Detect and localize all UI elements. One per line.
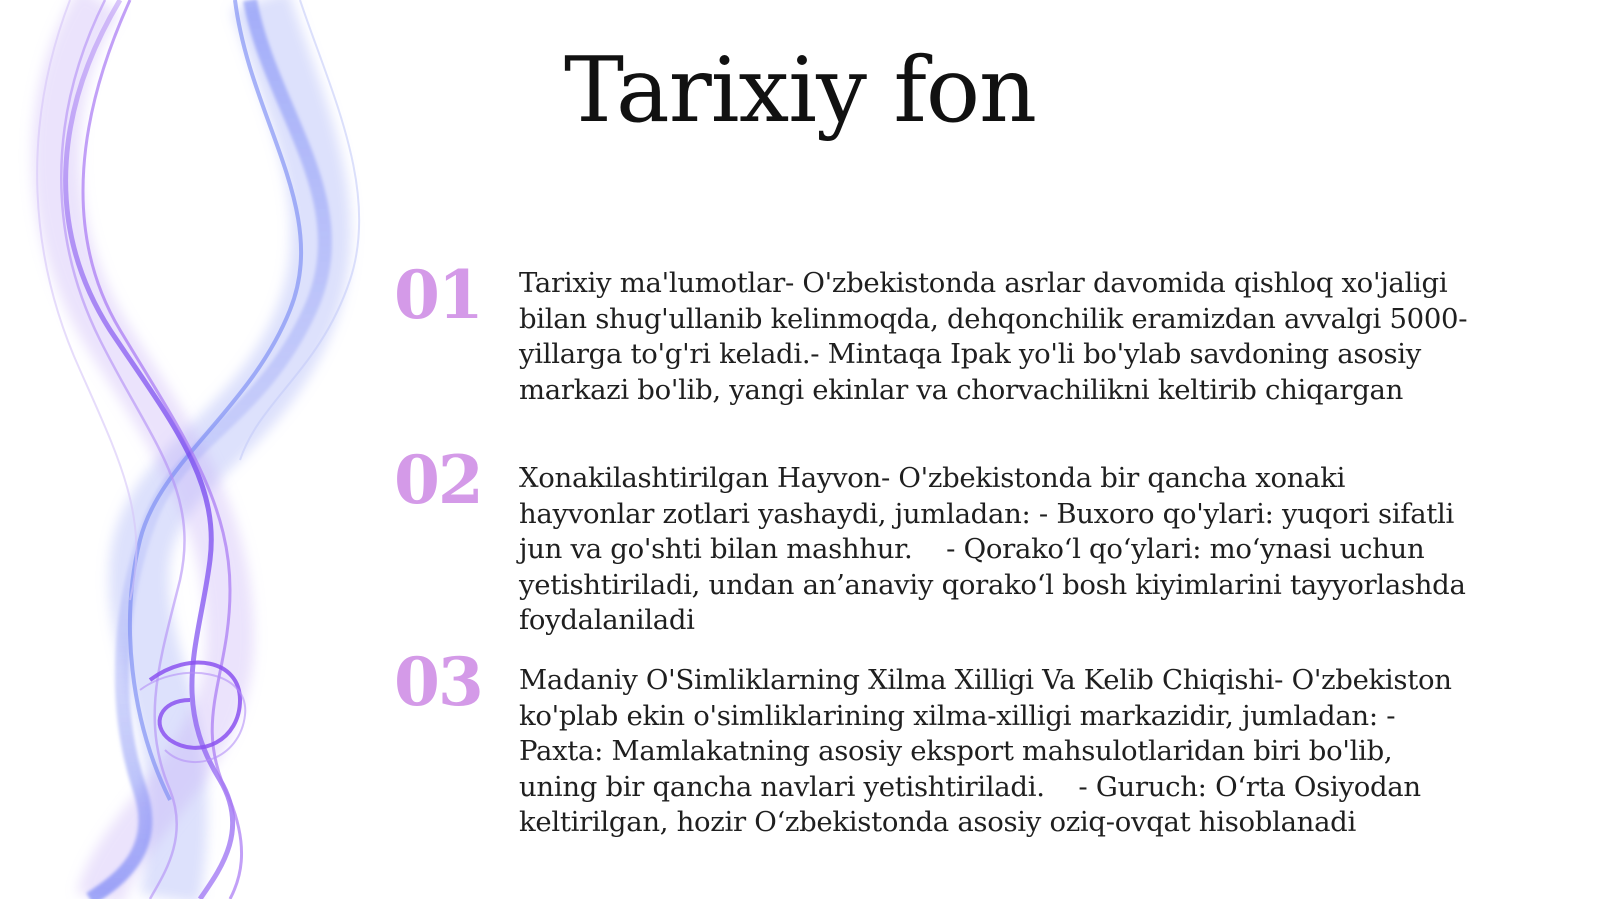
item-number: 01 [394, 256, 482, 334]
item-number: 02 [394, 441, 482, 519]
item-number: 03 [394, 643, 482, 721]
item-text: Xonakilashtirilgan Hayvon- O'zbekistonda bir qancha xonaki hayvonlar zotlari yashaydi, jumladan: - Buxoro qo'ylari: yuqori sifatli jun va go'shti bilan mashhur. - Qorako‘l qo‘ylari: mo‘ynasi uchun yetishtiriladi, undan an’anaviy qorako‘l bosh kiyimlarini tayyorlashda foydalaniladi [519, 462, 1475, 636]
item-text: Madaniy O'Simliklarning Xilma Xilligi Va Kelib Chiqishi- O'zbekiston ko'plab ekin o'simliklarining xilma-xilligi markazidir, jumladan: - Paxta: Mamlakatning asosiy eksport mahsulotlaridan biri bo'lib, uning bir qancha navlari yetishtiriladi. - Guruch: O‘rta Osiyodan keltirilgan, hozir O‘zbekistonda asosiy oziq-ovqat hisoblanadi [519, 664, 1461, 838]
slide-title: Tarixiy fon [564, 38, 1036, 143]
item-text: Tarixiy ma'lumotlar- O'zbekistonda asrlar davomida qishloq xo'jaligi bilan shug'ullanib kelinmoqda, dehqonchilik eramizdan avvalgi 5000-yillarga to'g'ri keladi.- Mintaqa Ipak yo'li bo'ylab savdoning asosiy markazi bo'lib, yangi ekinlar va chorvachilikni keltirib chiqargan [519, 267, 1468, 406]
